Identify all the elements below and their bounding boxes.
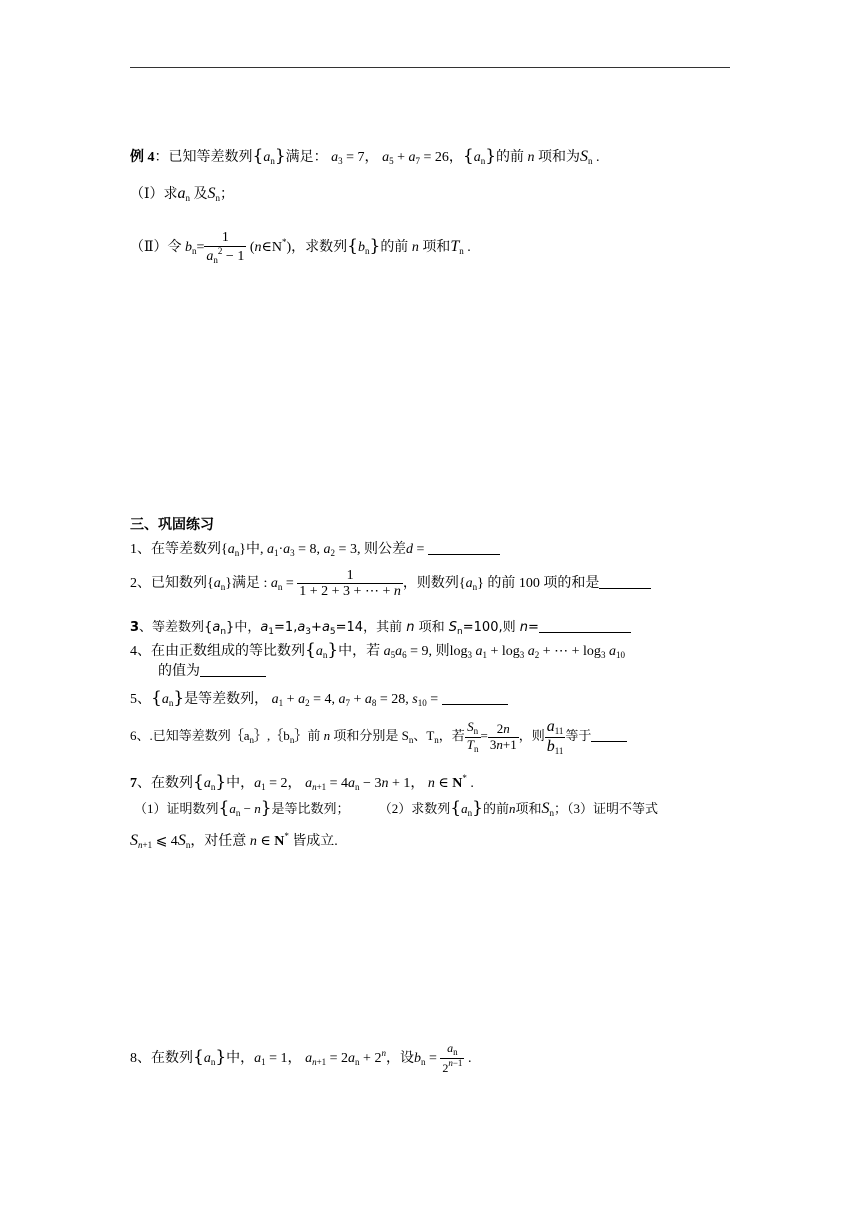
fraction: $\frac{1}{a_n^2 - 1}$ bbox=[206, 230, 245, 265]
example-4-part-2: （Ⅱ）令 $b_n=$ $\frac{1}{a_n^2 - 1}$ (n∈N*)，求数列$\{b_n\}$的前 n 项和$T_n$ . bbox=[130, 230, 471, 265]
question-4: 4、在由正数组成的等比数列$\{a_n\}$中，若 $a_5a_6 = 9$, 则$\log_3 a_1 + \log_3 a_2$ + ⋯ + $\log_3 a_{10}$ bbox=[130, 640, 625, 660]
question-7-parts: （1）证明数列$\{a_n - n\}$是等比数列； （2）求数列$\{a_n\}$的前n项和$S_n$；（3）证明不等式 bbox=[134, 798, 658, 818]
fraction: $\frac{1}{1 + 2 + 3 + \cdots + n}$ bbox=[299, 567, 401, 600]
fraction: $\frac{2n}{3n+1}$ bbox=[489, 721, 517, 752]
header-rule bbox=[130, 67, 730, 68]
example-4-statement: 例 4：已知等差数列$\{a_n\}$满足： $a_3 = 7$， $a_5 + a_7 = 26$，$\{a_n\}$的前 n 项和为$S_n$ . bbox=[130, 146, 600, 166]
question-1: 1、在等差数列$\{a_n\}$中, $a_1\cdot a_3 = 8$, $a_2 = 3$, 则公差d = bbox=[130, 540, 500, 563]
section-title: 三、巩固练习 bbox=[130, 518, 214, 533]
question-7: 7、在数列$\{a_n\}$中，$a_1 = 2$， $a_{n+1} = 4a_n - 3n + 1$， n ∈ N* . bbox=[130, 772, 474, 792]
fraction: $\frac{a_{11}}{b_{11}}$ bbox=[546, 717, 564, 756]
question-8: 8、在数列$\{a_n\}$中，$a_1 = 1$， $a_{n+1} = 2a_n + 2^n$，设$b_n$ = $\frac{a_n}{2^{n-1}}$ . bbox=[130, 1041, 472, 1076]
fraction: $\frac{S_n}{T_n}$ bbox=[466, 718, 479, 754]
question-4-cont: 的值为 bbox=[158, 662, 266, 682]
question-2: 2、已知数列$\{a_n\}$满足 : $a_n$ = $\frac{1}{1 + 2 + 3 + \cdots + n}$ ，则数列$\{a_n\}$ 的前 100 项的和是 bbox=[130, 566, 651, 605]
example-4-part-1: （Ⅰ）求$a_n$ 及$S_n$； bbox=[130, 185, 235, 203]
fraction: $\frac{a_n}{2^{n-1}}$ bbox=[442, 1041, 463, 1076]
question-7-part-3: $S_{n+1}$ ⩽ $4S_n$，对任意 n ∈ N* 皆成立. bbox=[130, 831, 338, 850]
question-3: 3、等差数列$\{a_n\}$中，$a_1=1,a_3+a_5=14$，其前 n 项和 $S_n=100$,则 n= bbox=[130, 618, 631, 642]
question-6: 6、.已知等差数列$\{a_n\},\{b_n\}$前 n 项和分别是 $S_n$、$T_n$，若 $\frac{S_n}{T_n}$ = $\frac{2n}{3n+1}$ ，则 $\frac{a_{11}}{b_{11}}$ 等于 bbox=[130, 716, 627, 760]
question-5: 5、$\{a_n\}$是等差数列， $a_1 + a_2 = 4$, $a_7 + a_8 = 28$, $s_{10}$ = bbox=[130, 688, 508, 713]
